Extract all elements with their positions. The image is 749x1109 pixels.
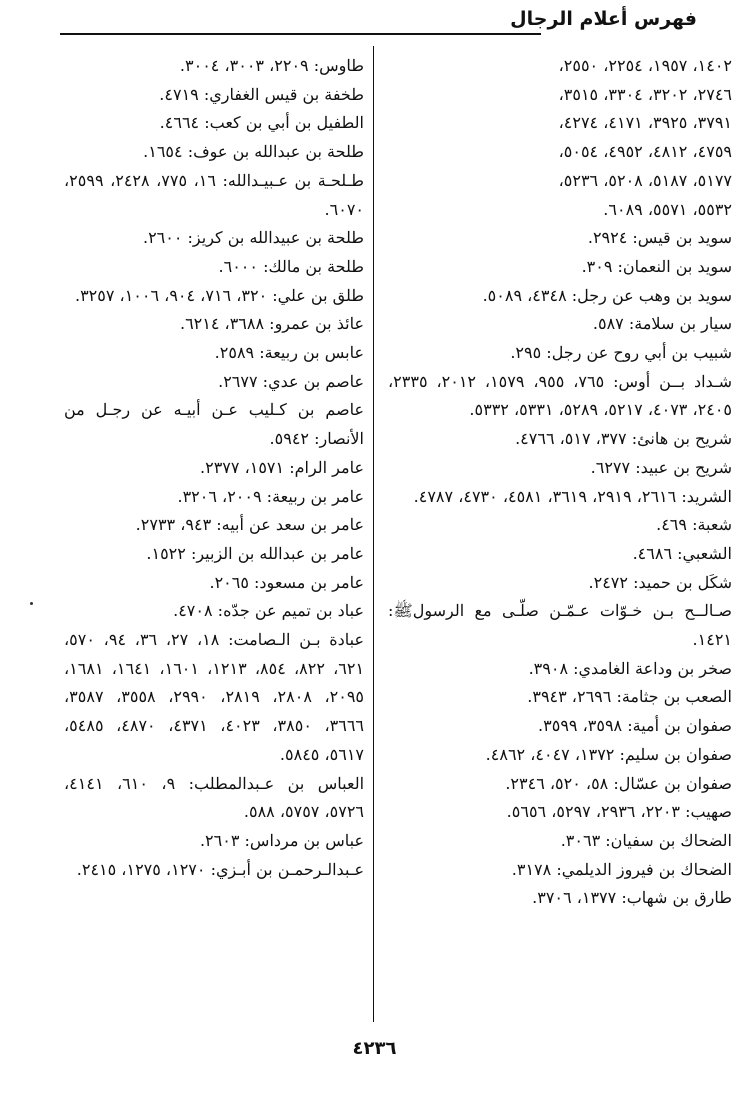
entry-references: ٥٥٣٢، ٥٥٧١، ٦٠٨٩. bbox=[603, 199, 732, 219]
index-entry bbox=[386, 425, 732, 454]
index-entry bbox=[62, 52, 364, 81]
entry-name: طاوس: bbox=[313, 56, 364, 75]
index-entry bbox=[62, 109, 364, 138]
entry-references: ١٣٧٢، ٤٠٤٧، ٤٨٦٢. bbox=[485, 744, 615, 764]
entry-references: ٣٠٦٣. bbox=[560, 830, 601, 850]
index-entry bbox=[62, 282, 364, 311]
index-entry bbox=[386, 798, 732, 827]
entry-references: ٢٤٧٢. bbox=[588, 572, 628, 592]
entry-references: ١٦٥٤. bbox=[143, 142, 183, 162]
index-entry bbox=[62, 569, 364, 598]
entry-references: ٢٩٢٤. bbox=[587, 228, 628, 248]
entry-references: ٣٥٩٨، ٣٥٩٩. bbox=[538, 716, 623, 736]
index-entry bbox=[62, 540, 364, 569]
index-column-left bbox=[62, 52, 364, 884]
entry-name: عائذ بن عمرو: bbox=[269, 314, 364, 334]
entry-references: ٥٩٤٢. bbox=[269, 429, 310, 449]
index-entry bbox=[386, 167, 732, 196]
index-entry bbox=[386, 856, 732, 885]
entry-name: عامر الرام: bbox=[289, 457, 364, 477]
index-entry bbox=[386, 310, 732, 339]
index-column-right bbox=[386, 52, 732, 913]
entry-references: ١٤٠٢، ١٩٥٧، ٢٢٥٤، ٢٥٥٠، bbox=[558, 56, 732, 75]
entry-references: ٣٦٨٨، ٦٢١٤. bbox=[179, 314, 265, 334]
index-entry bbox=[62, 597, 364, 626]
index-entry bbox=[386, 138, 732, 167]
index-entry bbox=[62, 626, 364, 770]
entry-name: طـلحـة بن عـبيـدالله: bbox=[222, 170, 365, 190]
index-entry bbox=[386, 712, 732, 741]
entry-references: ٢٩٥. bbox=[510, 343, 542, 363]
entry-references: ٤٧٠٨. bbox=[173, 601, 213, 621]
index-entry bbox=[62, 81, 364, 110]
stray-mark bbox=[30, 602, 33, 605]
entry-name: الصعب بن جثامة: bbox=[616, 687, 732, 707]
index-entry bbox=[386, 454, 732, 483]
index-entry bbox=[386, 253, 732, 282]
entry-name: صفوان بن سليم: bbox=[619, 744, 732, 764]
index-entry bbox=[386, 741, 732, 770]
index-entry bbox=[386, 884, 732, 913]
entry-name: الضحاك بن فيروز الديلمي: bbox=[556, 859, 732, 879]
index-entry bbox=[62, 396, 364, 453]
index-entry bbox=[62, 339, 364, 368]
entry-references: ١٢٧٠، ١٢٧٥، ٢٤١٥. bbox=[76, 859, 206, 879]
entry-name: شعبة: bbox=[692, 515, 732, 535]
entry-references: ١٣٧٧، ٣٧٠٦. bbox=[532, 888, 617, 908]
index-entry bbox=[386, 483, 732, 512]
entry-name: عباس بن مرداس: bbox=[244, 830, 364, 850]
entry-name: شريح بن هانئ: bbox=[631, 429, 732, 449]
entry-references: ٢٠٦٥. bbox=[209, 572, 249, 592]
entry-name: عامر بن مسعود: bbox=[254, 572, 364, 592]
index-entry bbox=[386, 52, 732, 81]
index-entry bbox=[386, 196, 732, 225]
index-entry bbox=[62, 253, 364, 282]
index-entry bbox=[386, 282, 732, 311]
page-header-title: فهرس أعلام الرجال bbox=[510, 8, 697, 30]
entry-references: ٤٦٨٦. bbox=[632, 543, 673, 563]
entry-name: عامر بن سعد عن أبيه: bbox=[216, 515, 364, 535]
index-entry bbox=[62, 368, 364, 397]
entry-references: ٥٨٧. bbox=[592, 314, 624, 334]
entry-name: الشعبي: bbox=[677, 543, 732, 563]
entry-references: ٣٢٠، ٧١٦، ٩٠٤، ١٠٠٦، ٣٢٥٧. bbox=[74, 285, 268, 305]
entry-references: ٤٧٥٩، ٤٨١٢، ٤٩٥٢، ٥٠٥٤، bbox=[558, 142, 732, 162]
entry-references: ٢٢٠٩، ٣٠٠٣، ٣٠٠٤. bbox=[179, 56, 309, 75]
index-entry bbox=[386, 827, 732, 856]
entry-name: طلحة بن مالك: bbox=[263, 256, 364, 276]
index-entry bbox=[62, 310, 364, 339]
entry-references: ٩، ٦١٠، ٤١٤١، ٥٧٢٦، ٥٧٥٧، ٥٨٨. bbox=[64, 773, 364, 822]
entry-name: طلق بن علي: bbox=[272, 285, 364, 305]
entry-references: ٣٩٠٨. bbox=[528, 658, 569, 678]
entry-references: ٢٦٩٦، ٣٩٤٣. bbox=[527, 687, 612, 707]
entry-name: سويد بن وهب عن رجل: bbox=[571, 285, 732, 305]
column-divider bbox=[373, 46, 374, 1022]
index-entry bbox=[62, 511, 364, 540]
entry-references: ٢٠٠٩، ٣٢٠٦. bbox=[177, 486, 262, 506]
entry-references: ١٦، ٧٧٥، ٢٤٢٨، ٢٥٩٩، ٦٠٧٠. bbox=[64, 170, 364, 219]
entry-references: ٢٥٨٩. bbox=[214, 343, 255, 363]
entry-references: ٥١٧٧، ٥١٨٧، ٥٢٠٨، ٥٢٣٦، bbox=[558, 170, 732, 190]
entry-name: عامر بن عبدالله بن الزبير: bbox=[190, 543, 364, 563]
entry-references: ٢٧٤٦، ٣٢٠٢، ٣٣٠٤، ٣٥١٥، bbox=[558, 84, 732, 104]
entry-name: شـداد بــن أوس: bbox=[613, 371, 733, 391]
index-entry bbox=[62, 770, 364, 827]
index-entry bbox=[62, 827, 364, 856]
index-entry bbox=[386, 655, 732, 684]
index-entry bbox=[62, 454, 364, 483]
entry-name: صـالــح بـن خـوّات عـمّـن صلّـى مع الرسولﷺ: bbox=[388, 601, 732, 621]
entry-name: الضحاك بن سفيان: bbox=[605, 830, 732, 850]
entry-references: ١٥٢٢. bbox=[146, 543, 186, 563]
entry-references: ١٨، ٢٧، ٣٦، ٩٤، ٥٧٠، ٦٢١، ٨٢٢، ٨٥٤، ١٢١٣، ١٦٠١، ١٦٤١، ١٦٨١، ٢٠٩٥، ٢٨٠٨، ٢٨١٩، ٢٩٩٠، ٣٥٥٨، ٣٥٨٧، ٣٦٦٦، ٣٨٥٠، ٤٠٢٣، ٤٣٧١، ٤٨٧٠، ٥٤٨٥، ٥٦١٧، ٥٨٤٥. bbox=[64, 630, 365, 764]
index-entry bbox=[386, 368, 732, 425]
entry-name: عاصم بن عدي: bbox=[262, 371, 364, 391]
index-entry bbox=[386, 81, 732, 110]
entry-name: طلحة بن عبدالله بن عوف: bbox=[187, 142, 364, 162]
entry-name: طخفة بن قيس الغفاري: bbox=[203, 84, 364, 104]
entry-references: ٢٦١٦، ٢٩١٩، ٣٦١٩، ٤٥٨١، ٤٧٣٠، ٤٧٨٧. bbox=[413, 486, 677, 506]
entry-name: طارق بن شهاب: bbox=[621, 888, 732, 908]
entry-references: ٢٦٧٧. bbox=[218, 371, 258, 391]
header-rule bbox=[60, 33, 541, 35]
entry-references: ٣٧٧، ٥١٧، ٤٧٦٦. bbox=[515, 429, 627, 449]
entry-name: شريح بن عبيد: bbox=[635, 457, 732, 477]
entry-references: ٤٦٦٤. bbox=[159, 113, 200, 133]
entry-name: الشريد: bbox=[681, 486, 732, 506]
index-entry bbox=[386, 597, 732, 654]
entry-name: عاصم بن كـليب عـن أبيـه عن رجـل من الأنصار: bbox=[64, 400, 364, 449]
page-number: ٤٢٣٦ bbox=[352, 1038, 397, 1059]
entry-name: سويد بن النعمان: bbox=[617, 256, 732, 276]
entry-name: عباد بن تميم عن جدّه: bbox=[217, 601, 364, 621]
entry-name: شكَل بن حميد: bbox=[633, 572, 732, 592]
index-entry bbox=[62, 224, 364, 253]
entry-name: عـبدالـرحمـن بن أبـزي: bbox=[210, 859, 364, 879]
entry-name: سويد بن قيس: bbox=[632, 228, 732, 248]
entry-references: ٢٢٠٣، ٢٩٣٦، ٥٢٩٧، ٥٦٥٦. bbox=[506, 802, 681, 822]
entry-references: ٩٤٣، ٢٧٣٣. bbox=[135, 515, 212, 535]
entry-references: ٢٦٠٣. bbox=[199, 830, 240, 850]
index-entry bbox=[386, 770, 732, 799]
entry-name: العباس بن عـبدالمطلب: bbox=[188, 773, 365, 793]
entry-references: ٣١٧٨. bbox=[511, 859, 552, 879]
index-entry bbox=[62, 138, 364, 167]
entry-name: شبيب بن أبي روح عن رجل: bbox=[546, 343, 732, 363]
entry-name: الطفيل بن أبي بن كعب: bbox=[204, 113, 364, 133]
entry-references: ٥٨، ٥٢٠، ٢٣٤٦. bbox=[505, 773, 609, 793]
entry-name: عامر بن ربيعة: bbox=[266, 486, 364, 506]
entry-name: صفوان بن أمية: bbox=[627, 716, 732, 736]
entry-references: ٤٦٩. bbox=[656, 515, 687, 535]
entry-references: ٤٧١٩. bbox=[159, 84, 199, 104]
index-entry bbox=[62, 856, 364, 885]
index-entry bbox=[62, 483, 364, 512]
entry-references: ٢٦٠٠. bbox=[142, 228, 183, 248]
entry-references: ٧٦٥، ٩٥٥، ١٥٧٩، ٢٠١٢، ٢٣٣٥، ٢٤٠٥، ٤٠٧٣، ٥٢١٧، ٥٢٨٩، ٥٣٣١، ٥٣٣٢. bbox=[388, 371, 732, 420]
index-entry bbox=[386, 224, 732, 253]
entry-references: ٤٣٤٨، ٥٠٨٩. bbox=[482, 285, 567, 305]
entry-references: ٦٠٠٠. bbox=[218, 256, 258, 276]
entry-name: طلحة بن عبيدالله بن كريز: bbox=[187, 228, 364, 248]
entry-references: ٣٠٩. bbox=[581, 256, 613, 276]
entry-references: ١٥٧١، ٢٣٧٧. bbox=[200, 457, 285, 477]
index-entry bbox=[386, 683, 732, 712]
entry-name: صهيب: bbox=[685, 802, 732, 822]
entry-name: سيار بن سلامة: bbox=[628, 314, 732, 334]
index-entry bbox=[386, 569, 732, 598]
index-entry bbox=[62, 167, 364, 224]
index-entry bbox=[386, 339, 732, 368]
entry-references: ١٤٢١. bbox=[692, 630, 732, 650]
entry-name: عبادة بـن الـصامت: bbox=[228, 630, 365, 650]
entry-name: عابس بن ربيعة: bbox=[259, 343, 364, 363]
entry-name: صخر بن وداعة الغامدي: bbox=[573, 658, 732, 678]
index-entry bbox=[386, 540, 732, 569]
entry-references: ٣٧٩١، ٣٩٢٥، ٤١٧١، ٤٢٧٤، bbox=[558, 113, 732, 133]
entry-references: ٦٢٧٧. bbox=[590, 457, 631, 477]
entry-name: صفوان بن عسّال: bbox=[613, 773, 732, 793]
index-entry bbox=[386, 511, 732, 540]
index-entry bbox=[386, 109, 732, 138]
